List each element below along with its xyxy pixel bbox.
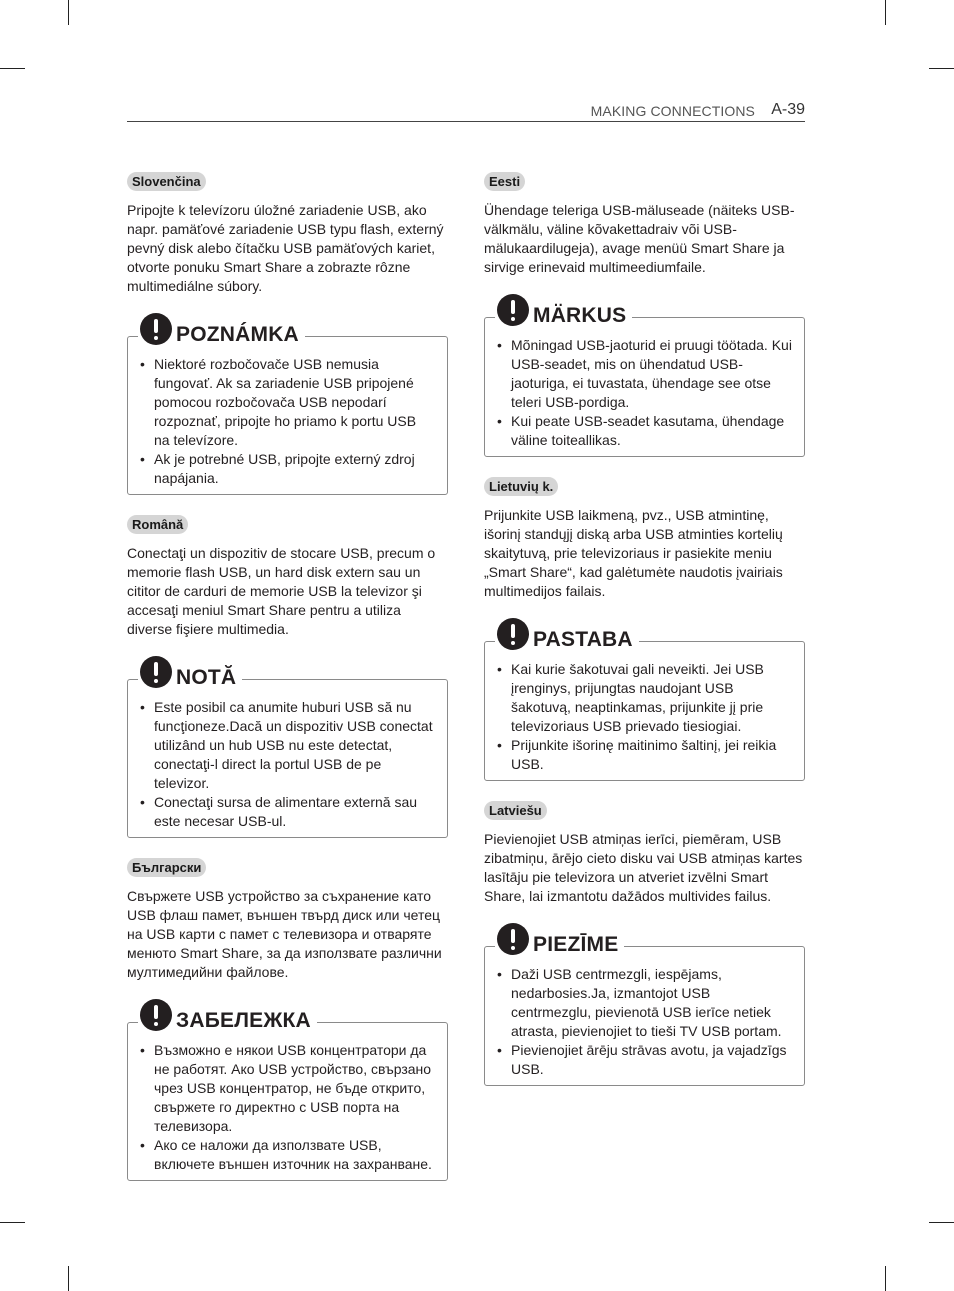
list-item: • Conectaţi sursa de alimentare externă sau este necesar USB-ul. [140,793,435,831]
note-box [484,933,805,1086]
crop-mark [68,0,69,25]
left-column [127,172,448,1181]
section-romana [127,515,448,838]
language-tag: Lietuvių k. [484,477,558,496]
note-list [497,965,792,1079]
note-title: PIEZĪME [533,933,619,956]
page-number: A-39 [771,101,805,118]
list-item: • Kai kurie šakotuvai gali neveikti. Jei USB įrenginys, prijungtas naudojant USB šakotuvą, neaptinkamas, prijunkite jį prie televizoriaus USB prievado tiesiogiai. [497,660,792,736]
list-item: • Kui peate USB-seadet kasutama, ühendage väline toiteallikas. [497,412,792,450]
note-header [138,997,317,1033]
note-title: PASTABA [533,628,633,651]
exclamation-icon [140,656,172,688]
list-item: • Възможно е някои USB концентратори да не работят. Ако USB устройство, свързано чрез USB концентратор, не бъде открито, свържете го директно с USB порта на телевизора. [140,1041,435,1136]
language-tag: Slovenčina [127,172,206,191]
section-body: Conectaţi un dispozitiv de stocare USB, precum o memorie flash USB, un hard disk extern sau un cititor de carduri de memorie USB la televizor şi accesaţi meniul Smart Share pentru a utiliza diverse fişiere multimedia. [127,545,436,637]
note-title: POZNÁMKA [176,323,299,346]
list-item: • Prijunkite išorinę maitinimo šaltinį, jei reikia USB. [497,736,792,774]
exclamation-icon [140,313,172,345]
note-list [140,1041,435,1174]
right-column [484,172,805,1086]
language-tag: Eesti [484,172,525,191]
exclamation-icon [497,923,529,955]
note-header [495,616,639,652]
language-tag: Български [127,858,206,877]
crop-mark [885,1266,886,1291]
section-title: MAKING CONNECTIONS [590,103,755,119]
note-box [127,666,448,838]
note-box [127,323,448,495]
list-item: • Mõningad USB-jaoturid ei pruugi töötada. Kui USB-seadet, mis on ühendatud USB-jaoturiga, ei tuvastata, ühendage see otse teleri USB-pordiga. [497,336,792,412]
list-item: • Pievienojiet ārēju strāvas avotu, ja vajadzīgs USB. [497,1041,792,1079]
list-item: • Este posibil ca anumite huburi USB să nu funcţioneze.Dacă un dispozitiv USB conectat utilizând un hub USB nu este detectat, conectaţi-l direct la portul USB de pe televizor. [140,698,435,793]
note-header [495,921,624,957]
section-body: Pievienojiet USB atmiņas ierīci, piemēram, USB zibatmiņu, ārējo cieto disku vai USB atmiņas kartes lasītāju pie televizora un atveriet izvēlni Smart Share, lai izmantotu dažādos multivides failus. [484,831,803,904]
note-list [497,336,792,450]
note-header [495,292,632,328]
section-body: Pripojte k televízoru úložné zariadenie USB, ako napr. pamäťové zariadenie USB typu flash, externý pevný disk alebo čítačku USB pamäťových kariet, otvorte ponuku Smart Share a zobrazte rôzne multimediálne súbory. [127,202,444,294]
note-box [484,628,805,781]
note-header [138,311,305,347]
note-list [140,698,435,831]
list-item: • Ak je potrebné USB, pripojte externý zdroj napájania. [140,450,435,488]
section-body: Свържете USB устройство за съхранение като USB флаш памет, външен твърд диск или четец на USB карти с памет с телевизора и отваряте менюто Smart Share, за да използвате различни мултимедийни файлове. [127,888,442,980]
section-balgarski [127,858,448,1181]
language-tag: Latviešu [484,801,547,820]
note-list [497,660,792,774]
note-title: MÄRKUS [533,304,627,327]
section-latviesu [484,801,805,1086]
page-header [127,101,805,122]
note-list [140,355,435,488]
crop-mark [0,68,25,69]
exclamation-icon [497,294,529,326]
exclamation-icon [497,618,529,650]
note-title: NOTĂ [176,666,237,689]
crop-mark [929,1222,954,1223]
section-body: Prijunkite USB laikmeną, pvz., USB atmintinę, išorinį standųjį diską arba USB atminties kortelių skaitytuvą, prie televizoriaus ir pasiekite meniu „Smart Share“, kad galėtumėte naudotis įvairiais multimedijos failais. [484,507,783,599]
crop-mark [0,1222,25,1223]
section-eesti [484,172,805,457]
section-slovencina [127,172,448,495]
section-body: Ühendage teleriga USB-mäluseade (näiteks USB-välkmälu, väline kõvakettadraiv või USB-mälukaardilugeja), avage menüü Smart Share ja sirvige erinevaid multimeediumfaile. [484,202,795,275]
section-lietuviu [484,477,805,781]
note-header [138,654,242,690]
crop-mark [929,68,954,69]
note-title: ЗАБЕЛЕЖКА [176,1009,311,1032]
note-box [127,1009,448,1181]
language-tag: Română [127,515,188,534]
exclamation-icon [140,999,172,1031]
note-box [484,304,805,457]
list-item: • Daži USB centrmezgli, iespējams, nedarbosies.Ja, izmantojot USB centrmezglu, pievienotā USB ierīce netiek atrasta, pievienojiet to tieši TV USB portam. [497,965,792,1041]
list-item: • Ако се наложи да използвате USB, включете външен източник на захранване. [140,1136,435,1174]
list-item: • Niektoré rozbočovače USB nemusia fungovať. Ak sa zariadenie USB pripojené pomocou rozbočovača USB nepodarí rozpoznať, pripojte ho priamo k portu USB na televízore. [140,355,435,450]
crop-mark [68,1266,69,1291]
crop-mark [885,0,886,25]
